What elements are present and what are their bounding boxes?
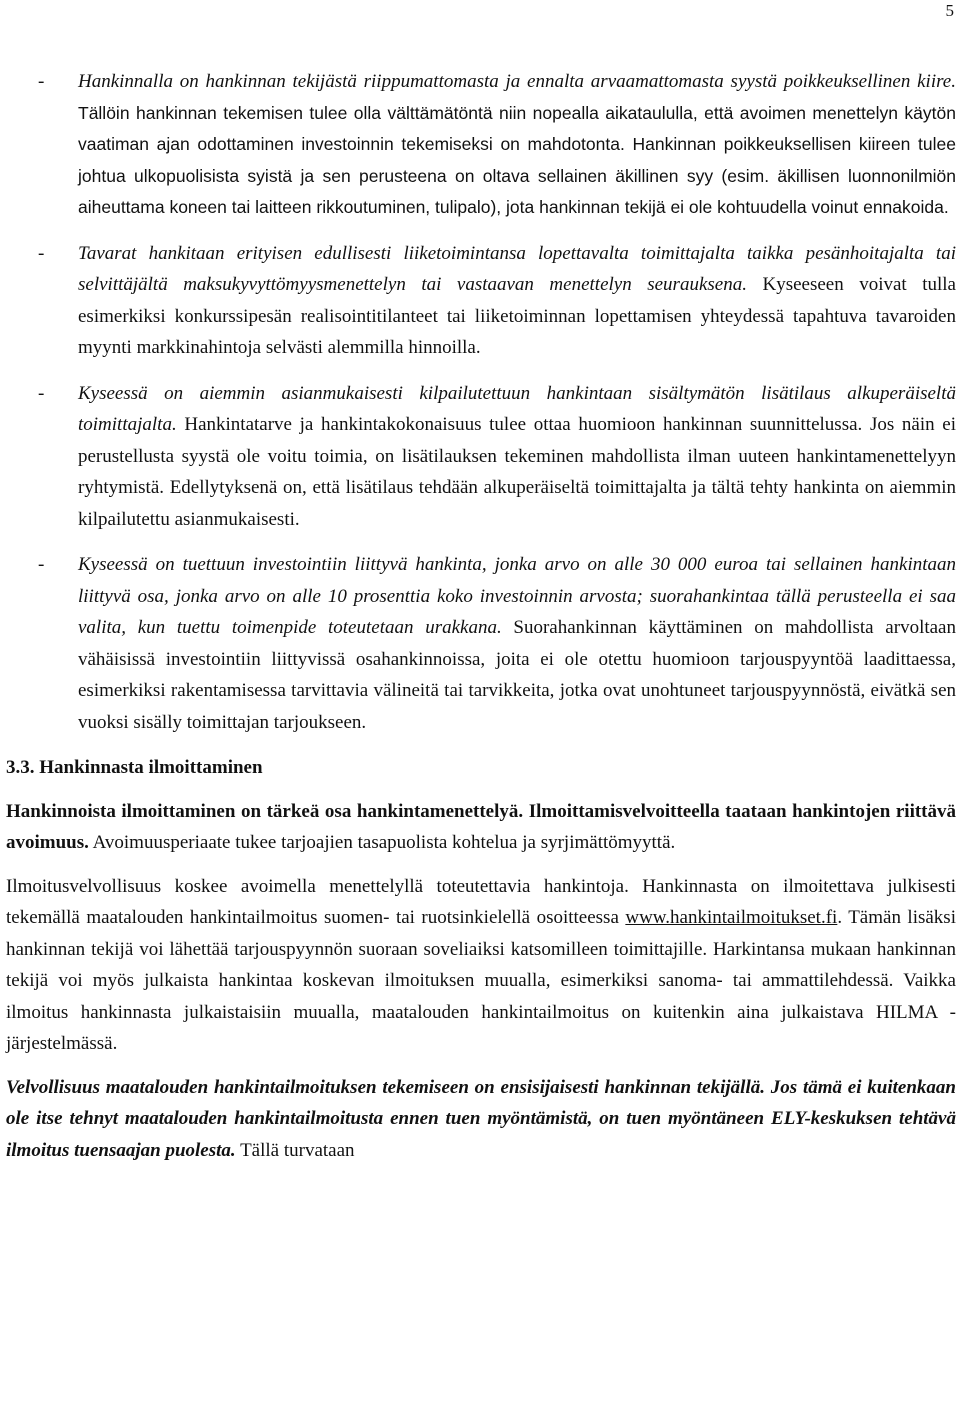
list-dash: - [38,71,45,92]
list-item [6,66,956,224]
list-dash: - [38,554,45,575]
list-dash: - [38,242,45,264]
list-item-text [78,66,956,224]
paragraph-announcement-intro [6,796,956,859]
paragraph-ely-obligation [6,1072,956,1167]
list-item-italic: Tavarat hankitaan erityisen edullisesti liiketoimintansa lopettavalta toimittajalta taikka pesänhoitajalta tai selvittäjältä maksukyvyttömyysmenettelyn tai vastaavan menettelyn seurauksena. [78,242,956,295]
paragraph-bold: Hankinnoista ilmoittaminen on tärkeä osa hankintamenettelyä. Ilmoittamisvelvoitteella taataan hankintojen riittävä avoimuus. [6,800,956,853]
paragraph-rest: Avoimuusperiaate tukee tarjoajien tasapuolista kohtelua ja syrjimättömyyttä. [88,832,676,853]
list-dash: - [38,382,45,404]
list-item-rest: Tällöin hankinnan tekemisen tulee olla välttämätöntä niin nopealla aikataululla, että avoimen menettelyn käytön vaatiman ajan odottaminen investoinnin tekemiseksi on mahdotonta. Hankinnan poikkeuksellisen kiireen tulee johtua ulkopuolisista syistä ja sen perusteena on oltava sellainen äkillinen syy (esim. äkillisen luonnonilmiön aiheuttama koneen tai laitteen rikkoutuminen, tulipalo), jota hankinnan tekijä ei ole kohtuudella voinut ennakoida. [78,102,956,217]
list-item [6,378,956,536]
paragraph-bold-italic: Velvollisuus maatalouden hankintailmoituksen tekemiseen on ensisijaisesti hankinnan tekijällä. Jos tämä ei kuitenkaan ole itse tehnyt maatalouden hankintailmoitusta ennen tuen myöntämistä, on tuen myöntäneen ELY-keskuksen tehtävä ilmoitus tuensaajan puolesta. [6,1076,956,1161]
section-heading: 3.3. Hankinnasta ilmoittaminen [6,757,263,778]
document-body [6,66,956,1178]
list-item-rest: Kyseeseen voivat tulla esimerkiksi konkurssipesän realisointitilanteet tai liiketoiminnan lopettamisen yhteydessä tapahtuva tavaroiden myynti markkinahintoja selvästi alemmilla hinnoilla. [78,274,956,358]
list-item-text [78,549,956,738]
paragraph-text-after-link: . Tämän lisäksi hankinnan tekijä voi lähettää tarjouspyynnön suoraan soveliaiksi katsomilleen toimittajille. Harkintansa mukaan hankinnan tekijä voi myös julkaista hankintaa koskevan ilmoituksen muualla, esimerkiksi sanoma- tai ammattilehdessä. Vaikka ilmoitus hankinnasta julkaistaisiin muualla, maatalouden hankintailmoitus on kuitenkin aina julkaistava HILMA -järjestelmässä. [6,907,956,1054]
list-item-rest: Suorahankinnan käyttäminen on mahdollista arvoltaan vähäisissä investointiin liittyvissä osahankinnoissa, joita ei ole otettu huomioon tarjouspyyntöä laadittaessa, esimerkiksi rakentamisessa tarvittavia välineitä tai tarvikkeita, jotka ovat unohtuneet tarjouspyynnöstä, eivätkä sen vuoksi sisälly toimittajan tarjoukseen. [78,617,956,733]
list-item [6,549,956,738]
list-item-text [78,378,956,536]
paragraph-announcement-obligation [6,871,956,1060]
hankintailmoitukset-link[interactable]: www.hankintailmoitukset.fi [625,907,838,928]
list-item-rest: Hankintatarve ja hankintakokonaisuus tulee ottaa huomioon hankinnan suunnittelussa. Jos näin ei perustellusta syystä ole voitu toimia, on lisätilauksen tekeminen mahdollista ilman uuteen hankintamenettelyyn ryhtymistä. Edellytyksenä on, että lisätilaus tehdään alkuperäiseltä toimittajalta ja tältä tehty hankinta on aiemmin kilpailutettu asianmukaisesti. [78,414,956,530]
page-number: 5 [945,1,954,20]
list-item [6,238,956,364]
list-item-italic: Kyseessä on aiemmin asianmukaisesti kilpailutettuun hankintaan sisältymätön lisätilaus alkuperäiseltä toimittajalta. [78,382,956,435]
list-item-text [78,238,956,364]
list-item-italic: Hankinnalla on hankinnan tekijästä riippumattomasta ja ennalta arvaamattomasta syystä poikkeuksellinen kiire. [78,71,956,92]
paragraph-text: Ilmoitusvelvollisuus koskee avoimella menettelyllä toteutettavia hankintoja. Hankinnasta on ilmoitettava julkisesti tekemällä maatalouden hankintailmoitus suomen- tai ruotsinkielellä osoitteessa [6,875,956,928]
paragraph-rest: Tällä turvataan [235,1139,355,1161]
list-item-italic: Kyseessä on tuettuun investointiin liittyvä hankinta, jonka arvo on alle 30 000 euroa tai sellainen hankintaan liittyvä osa, jonka arvo on alle 10 prosenttia koko investoinnin arvosta; suorahankintaa tällä perusteella ei saa valita, kun tuettu toimenpide toteutetaan urakkana. [78,554,956,638]
